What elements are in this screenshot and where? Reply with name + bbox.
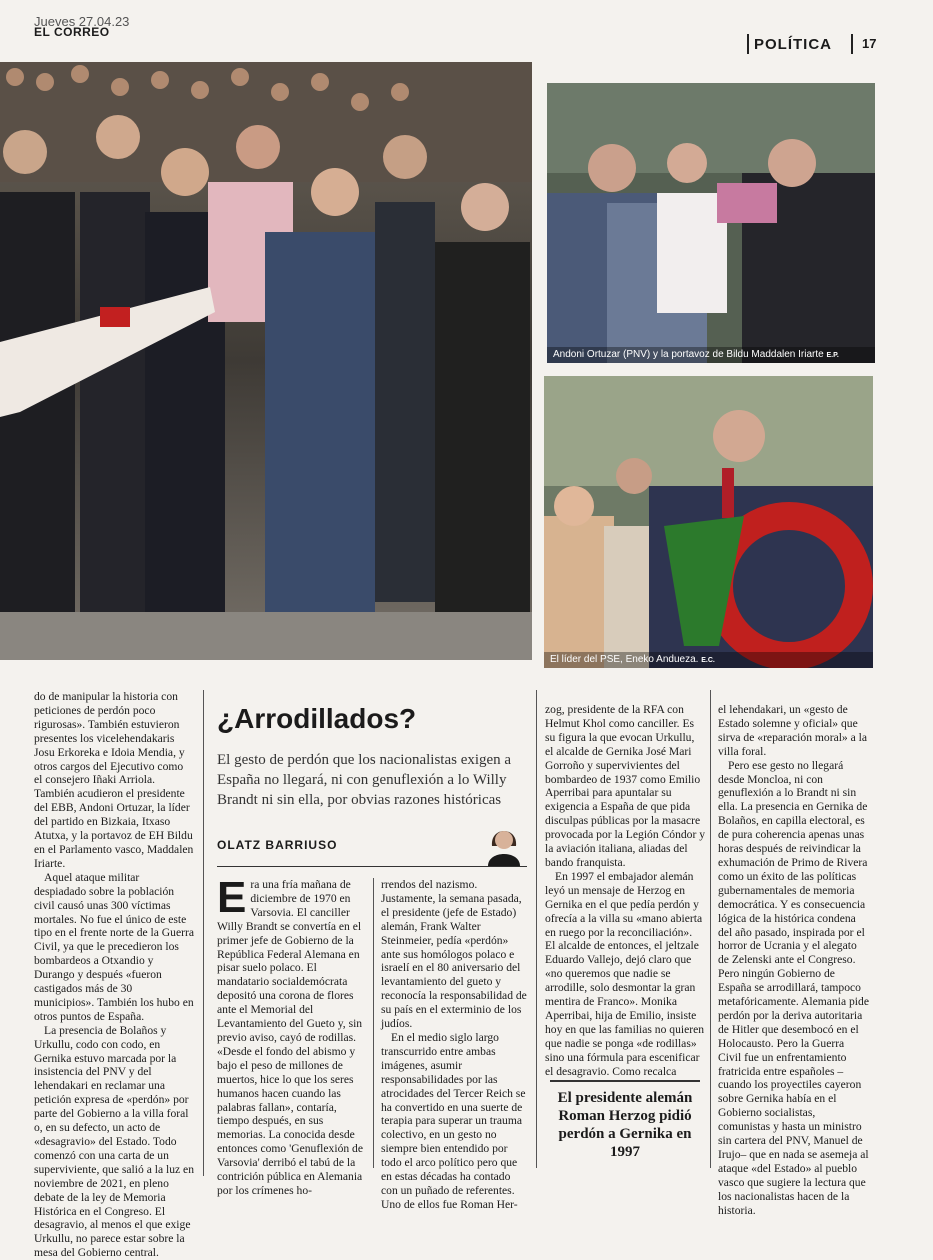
top-right-photo	[547, 83, 875, 363]
page-number: 17	[862, 36, 877, 51]
section-name: POLÍTICA	[754, 36, 832, 53]
column-divider	[203, 690, 204, 1176]
drop-cap: E	[217, 873, 247, 922]
article-lead: El gesto de perdón que los nacionalistas exigen a España no llegará, ni con genuflexión a lo Willy Brandt ni sin ella, por obvias razones históricas	[217, 752, 512, 808]
paragraph: La presencia de Bolaños y Urkullu, codo con codo, en Gernika estuvo marcada por la insistencia del PNV y del lehendakari en reclamar una petición expresa de «perdón» por parte del Gobierno a la villa foral o, en su defecto, un acto de «desagravio» del Estado. Todo comenzó con una carta de un superviviente, que salió a la luz en noviembre de 2021, en pleno debate de la ley de Memoria Histórica en el Congreso. El desagravio, al menos el que exige Urkullu, no parece estar sobre la mesa del Gobierno central.	[34, 1023, 195, 1260]
paragraph: rrendos del nazismo. Justamente, la semana pasada, el presidente (jefe de Estado) alemán, Frank Walter Steinmeier, pedía «perdón» ante sus homólogos polaco e israelí en el 80 aniversario del levantamiento del gueto y reconocía la responsabilidad de su país en el exterminio de los judíos.	[381, 878, 527, 1031]
author-rule	[217, 866, 527, 867]
paragraph: el lehendakari, un «gesto de Estado solemne y oficial» que sirva de «reparación moral» a la villa foral.	[718, 703, 868, 758]
issue-date: Jueves 27.04.23	[34, 14, 130, 29]
photo-caption: Andoni Ortuzar (PNV) y la portavoz de Bildu Maddalen Iriarte E.P.	[547, 347, 875, 363]
author-name: OLATZ BARRIUSO	[217, 838, 338, 852]
top-right-photo-image	[547, 83, 875, 363]
header-divider	[851, 34, 853, 54]
paragraph: ra una fría mañana de diciembre de 1970 en Varsovia. El canciller Willy Brandt se convertía en el primer jefe de Gobierno de la República Federal Alemana en pisar suelo polaco. El mandatario socialdemócrata depositó una corona de flores ante el Memorial del Levantamiento del Gueto y, sin previo aviso, cayó de rodillas. «Desde el fondo del abismo y bajo el peso de millones de muertos, hice lo que los seres humanos hacen cuando las palabras fallan», contaría, tiempo después, en sus memorias. La conocida desde entonces como 'Genuflexión de Varsovia' derribó el tabú de la contrición pública en Alemania por los crímenes ho-	[217, 878, 363, 1197]
paragraph: En 1997 el embajador alemán leyó un mensaje de Herzog en Gernika en el que pedía perdón y ofrecía a la villa su «mano abierta en ruego por la reconciliación». El alcalde de entonces, el jeltzale Eduardo Vallejo, dejó claro que «no queremos que nadie se arrodille, solo desmontar la gran mentira de Franco». Monika Aperribai, hija de Emilio, insiste hoy en que las familias no quieren que nadie se ponga «de rodillas» sino una fórmula para escenificar el desagravio. Como recalca	[545, 869, 705, 1078]
bottom-right-photo	[544, 376, 873, 668]
column-divider	[536, 690, 537, 1168]
column-divider	[710, 690, 711, 1168]
pull-quote-rule	[550, 1080, 700, 1082]
paragraph: Aquel ataque militar despiadado sobre la población civil causó unas 300 víctimas mortales. No fue el único de este tipo en el frente norte de la Guerra Civil, ya que le precedieron los bombardeos a Otxandio y Durango y después «fueron castigados más de 30 municipios». También los hubo en otros puntos de España.	[34, 870, 194, 1023]
main-photo	[0, 62, 532, 660]
paragraph: En el medio siglo largo transcurrido entre ambas imágenes, asumir responsabilidades por las atrocidades del Tercer Reich se ha convertido en una suerte de terapia para superar un trauma colectivo, en un gesto no siempre bien entendido por todo el arco político pero que en estas décadas ha contado con un puñado de referentes. Uno de ellos fue Roman Her-	[381, 1030, 526, 1211]
body-column-2	[381, 878, 527, 1212]
photo-caption: El líder del PSE, Eneko Andueza. E.C.	[544, 652, 873, 668]
article-headline: ¿Arrodillados?	[217, 703, 417, 734]
paragraph: zog, presidente de la RFA con Helmut Khol como canciller. Es su figura la que evocan Urkullu, el alcalde de Gernika José Mari Gorroño y supervivientes del bombardeo de 1937 como Emilio Aperribai para apuntalar su exigencia a España de que pida disculpas públicas por la masacre provocada por la Legión Cóndor y la aviación italiana, aliadas del bando franquista.	[545, 703, 706, 869]
body-column-4	[718, 703, 870, 1218]
left-column-text	[34, 690, 194, 1260]
header-divider	[747, 34, 749, 54]
main-photo-image	[0, 62, 532, 660]
body-column-3	[545, 703, 705, 1078]
paragraph: do de manipular la historia con peticiones de perdón poco rigurosas». También estuvieron presentes los vicelehendakaris Josu Erkoreka e Idoia Mendia, y otros cargos del Ejecutivo como el consejero Iñaki Arriola. También acudieron el presidente del EBB, Andoni Ortuzar, la líder del partido en Bizkaia, Itxaso Atutxa, y la portavoz de EH Bildu en el Parlamento vasco, Maddalen Iriarte.	[34, 690, 194, 870]
body-column-1	[217, 873, 367, 1198]
column-divider	[373, 878, 374, 1168]
pull-quote: El presidente alemán Roman Herzog pidió perdón a Gernika en 1997	[557, 1090, 693, 1160]
bottom-right-photo-image	[544, 376, 873, 668]
author-avatar	[482, 820, 526, 866]
newspaper-name: EL CORREO	[34, 25, 110, 39]
paragraph: Pero ese gesto no llegará desde Moncloa, ni con genuflexión a lo Brandt ni sin ella. La presencia en Gernika de Bolaños, en capilla electoral, es de pura coherencia apenas unas horas después de reivindicar la exhumación de Primo de Rivera como un éxito de las políticas gubernamentales de memoria democrática. Y es consecuencia lógica de la histórica condena del año pasado, inspirada por el horror de Ucrania y el alegato de Zelenski ante el Congreso. Pero ningún Gobierno de España se arrodillará, tampoco metafóricamente. Alemania pide perdón por la deriva autoritaria de Hitler que desembocó en el Holocausto. Pero la Guerra Civil fue un enfrentamiento fratricida entre españoles –cuando los proyectiles cayeron sobre Gernika había en el Gobierno socialistas, comunistas y hasta un ministro sin cartera del PNV, Manuel de Irujo– que en nada se asemeja al ataque «del Estado» al pueblo vasco que sugiere la lectura que los nacionalistas hacen de la historia.	[718, 758, 869, 1217]
